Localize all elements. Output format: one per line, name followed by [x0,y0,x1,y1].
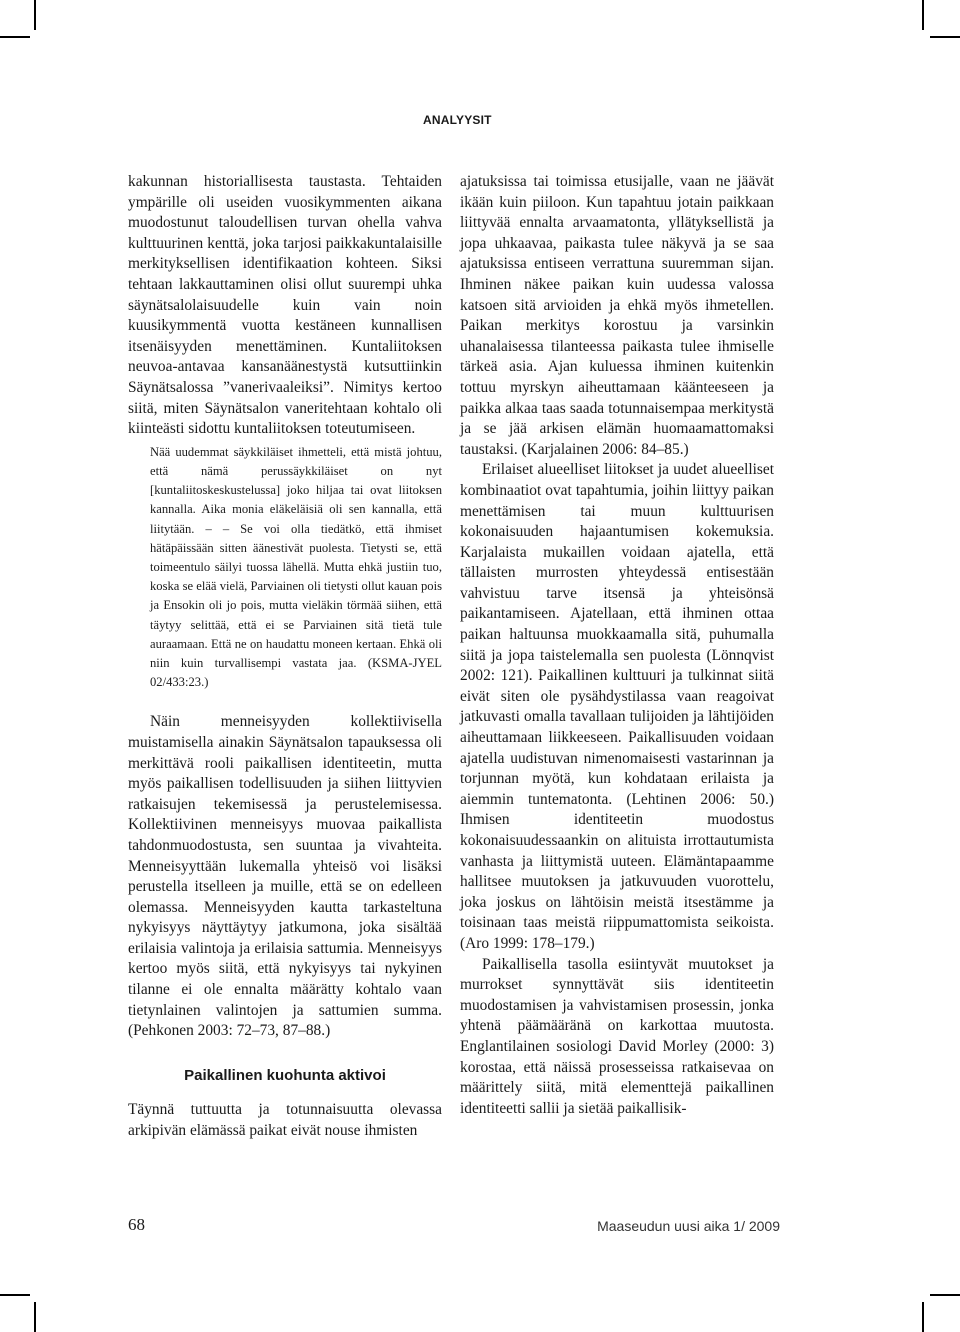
journal-title: Maaseudun uusi aika 1/ 2009 [597,1218,780,1234]
spacer [128,692,442,712]
crop-mark [922,0,924,30]
body-paragraph: Erilaiset alueelliset liitokset ja uudet alueelliset kombinaatiot ovat tapahtumia, joihin liittyy paikan menettämisen tai muun kulttuurisen kokonaisuuden hajaantumisen kokemuksia. Karjalaista mukaillen voidaan ajatella, että tällaisten murrosten yhteydessä entisestään vahvistuu tarve itsensä ja yhteisönsä paikantamiseen. Ajatellaan, että ihminen ottaa paikan haltuunsa muokkaamalla sitä, puhumalla siitä ja jopa taistelemalla sen puolesta (Lönnqvist 2002: 121). Paikallinen kulttuuri ja tulkinnat siitä eivät siten ole pysähdystilassa vaan reagoivat jatkuvasti omalla tavallaan tulijoiden ja lähtijöiden aiheuttamaan liikkeeseen. Paikallisuuden voidaan ajatella uudistuvan nimenomaisesti vastarinnan ja torjunnan myötä, kun kohdataan erilaista ja aiemmin tuntematonta. (Lehtinen 2006: 50.) Ihmisen identiteetin muodostus kokonaisuudessaankin on alituista irrottautumista vanhasta ja liittymistä uuteen. Elämäntapaamme hallitsee muutoksen ja jatkuvuuden vuorottelu, joka joskus on lähtöisin meistä itsestämme ja toisinaan taas meistä riippumattomista seikoista. (Aro 1999: 178–179.) [460,461,774,952]
crop-mark [0,1294,30,1296]
body-paragraph: ajatuksissa tai toimissa etusijalle, vaan ne jäävät ikään kuin piiloon. Kun tapahtuu jotain paikkaan liittyvää ennalta arvaamatonta, yllätyksellistä ja jopa uhkaavaa, paikasta tulee näkyvä ja se saa ajatuksissa entiseen verrattuna suuremman sijan. Ihminen näkee paikan kuin uudessa valossa katsoen sitä arvioiden ja ehkä myös ihmetellen. Paikan merkitys korostuu ja varsinkin uhanalaisessa tilanteessa paikasta tulee ihmiselle tärkeä asia. Ajan kuluessa ihminen kuitenkin tottuu myrskyn aiheuttamaan käänteeseen ja paikka alkaa taas saada totunnaisempaa merkitystä ja se jää arkisen elämän huomaamattomaksi taustaksi. (Karjalainen 2006: 84–85.) [460,173,774,458]
crop-mark [34,0,36,30]
crop-mark [930,36,960,38]
section-heading: Paikallinen kuohunta aktivoi [184,1066,386,1084]
section-label: ANALYYSIT [423,113,492,127]
right-column [460,172,774,1119]
crop-mark [0,36,30,38]
body-paragraph: kakunnan historiallisesta taustasta. Tehtaiden ympärille oli useiden vuosikymmenten aikana muodostunut taloudellisen turvan ohella vahva kulttuurinen kenttä, joka tarjosi paikkakuntalaisille merkityksellisen identifikaation kohteen. Siksi tehtaan lakkauttaminen olisi ollut suurempi uhka säynätsalolaisuudelle kuin vain noin kuusikymmentä vuotta kestäneen kunnallisen itsenäisyyden menettäminen. Kuntaliitoksen neuvoa-antavaa kansanäänestystä kutsuttiinkin Säynätsalossa ”vanerivaaleiksi”. Nimitys kertoo siitä, miten Säynätsalon vaneritehtaan kohtalo oli kiinteästi sidottu kuntaliitoksen toteutumiseen. [128,173,442,438]
interview-quote: Nää uudemmat säykkiläiset ihmetteli, että mistä johtuu, että nämä perussäykkiläiset on nyt [kuntaliitoskeskustelussa] joko hiljaa tai ovat liitoksen kannalla. Aika monia eläkeläisiä oli sen kannalla, että liitytään. – – Se voi olla tiedätkö, että ihmiset hätäpäissään sitten äänestivät puolesta. Tietysti se, että toimeentulo säilyi tuossa lähellä. Mutta ehkä justiin tuo, koska se elää vielä, Parviainen oli tietysti ollut kauan pois ja Ensokin oli jo pois, mutta vieläkin törmää siihen, että täytyy selittää, että ei se Parviainen sitä tietä tule auraamaan. Että ne on haudattu moneen kertaan. Ehkä oli niin kuin turvallisempi vastata jaa. (KSMA-JYEL 02/433:23.) [150,444,442,690]
crop-mark [930,1294,960,1296]
body-paragraph: Näin menneisyyden kollektiivisella muistamisella ainakin Säynätsalon tapauksessa oli merkittävä rooli paikallisen identiteetin, mutta myös paikallisen todellisuuden ja siihen liittyvien ratkaisujen tekemisessä ja perustelemisessa. Kollektiivinen menneisyys muovaa paikallista tahdonmuodostusta, sen suuntaa ja vivahteita. Menneisyyttään lukemalla yhteisö voi lisäksi perustella itselleen ja muille, että se on edelleen olemassa. Menneisyyden kautta tarkasteltuna nykyisyys näyttäytyy jatkumona, joka sisältää erilaisia valintoja ja erilaisia sattumia. Menneisyys kertoo myös siitä, että nykyisyys tai nykyinen tilanne ei ole ennalta määrätty kohtalo vaan tietynlainen valintojen ja sattumien summa. (Pehkonen 2003: 72‒73, 87‒88.) [128,713,442,1040]
left-column [128,172,442,1142]
body-paragraph: Täynnä tuttuutta ja totunnaisuutta olevassa arkipivän elämässä paikat eivät nouse ihmisten [128,1101,442,1140]
crop-mark [34,1302,36,1332]
body-paragraph: Paikallisella tasolla esiintyvät muutokset ja murrokset synnyttävät siis identiteetin muodostamisen ja vahvistamisen prosessin, jonka yhtenä päämääränä on karkottaa muutosta. Englantilainen sosiologi David Morley (2000: 3) korostaa, että näissä prosesseissa ratkaisevaa on määrittely siitä, mitä elementtejä paikallinen identiteetti sallii ja sietää paikallisik- [460,955,774,1117]
page-number: 68 [128,1215,145,1234]
crop-mark [922,1302,924,1332]
